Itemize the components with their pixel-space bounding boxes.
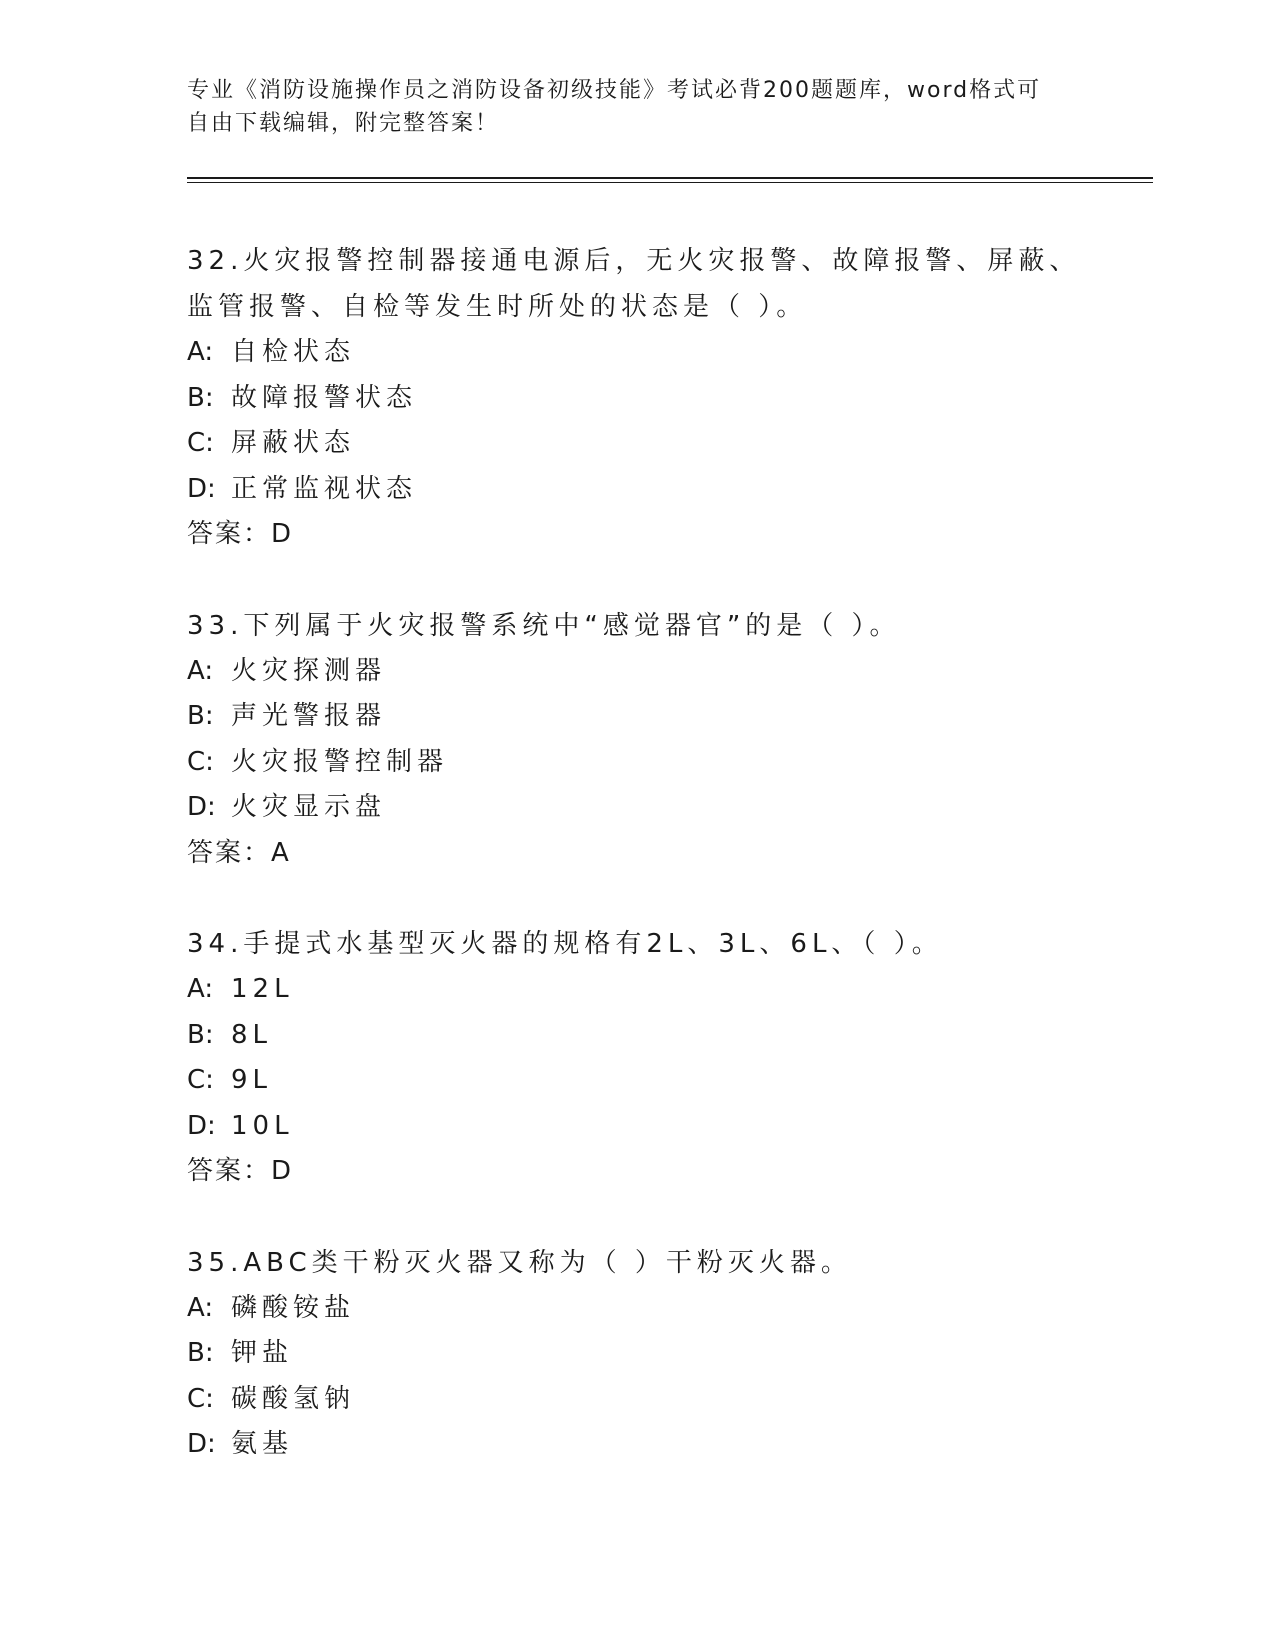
option-letter: C: [187, 746, 214, 777]
option-letter: A: [187, 655, 214, 686]
option-text: 火灾显示盘 [231, 792, 387, 822]
document-header [187, 74, 1067, 140]
option-d [187, 467, 1087, 513]
option-letter: B: [187, 1019, 214, 1050]
option-d [187, 1422, 1087, 1468]
option-text: 火灾报警控制器 [231, 746, 449, 777]
question-33 [187, 603, 1087, 877]
option-b [187, 376, 1087, 422]
header-line-1: 专业《消防设施操作员之消防设备初级技能》考试必背200题题库，word格式可 [187, 78, 1042, 103]
option-text: 碳酸氢钠 [231, 1383, 356, 1414]
question-list [187, 238, 1087, 1513]
option-c [187, 1377, 1087, 1423]
option-letter: C: [187, 1383, 214, 1414]
option-a [187, 1286, 1087, 1332]
question-text: 35.ABC类干粉灭火器又称为（ ）干粉灭火器。 [187, 1247, 852, 1278]
answer-line: 答案：D [187, 1156, 294, 1186]
option-d [187, 1104, 1087, 1150]
answer-line: 答案：A [187, 837, 291, 868]
option-text: 火灾探测器 [231, 655, 387, 686]
option-c [187, 421, 1087, 467]
option-d [187, 785, 1087, 831]
option-letter: B: [187, 701, 214, 731]
option-letter: C: [187, 1065, 214, 1095]
question-32 [187, 238, 1087, 558]
option-letter: D: [187, 1110, 216, 1141]
option-letter: D: [187, 792, 216, 822]
option-text: 正常监视状态 [231, 473, 418, 504]
question-34 [187, 921, 1087, 1195]
option-a [187, 330, 1087, 376]
option-letter: A: [187, 1292, 214, 1323]
header-line-2: 自由下载编辑，附完整答案！ [187, 111, 500, 136]
option-text: 故障报警状态 [231, 382, 418, 413]
option-letter: D: [187, 1429, 216, 1459]
option-letter: B: [187, 1338, 214, 1368]
option-text: 8L [231, 1019, 273, 1050]
option-a [187, 649, 1087, 695]
answer-line: 答案：D [187, 519, 294, 549]
question-text: 33.下列属于火灾报警系统中“感觉器官”的是（ ）。 [187, 610, 901, 641]
question-text: 32.火灾报警控制器接通电源后，无火灾报警、故障报警、屏蔽、监管报警、自检等发生时所处的状态是（ ）。 [187, 246, 1081, 322]
option-letter: C: [187, 428, 214, 458]
option-c [187, 740, 1087, 786]
option-b [187, 1331, 1087, 1377]
option-letter: B: [187, 382, 214, 413]
header-divider-thin [187, 182, 1153, 183]
option-letter: A: [187, 337, 214, 367]
question-text: 34.手提式水基型灭火器的规格有2L、3L、6L、（ ）。 [187, 929, 943, 959]
option-text: 12L [231, 974, 294, 1004]
option-a [187, 967, 1087, 1013]
question-35 [187, 1240, 1087, 1468]
option-text: 自检状态 [231, 337, 356, 367]
option-c [187, 1058, 1087, 1104]
option-letter: A: [187, 974, 214, 1004]
header-divider-thick [187, 177, 1153, 179]
option-text: 声光警报器 [231, 701, 387, 731]
option-letter: D: [187, 473, 216, 504]
option-text: 10L [231, 1110, 294, 1141]
option-text: 钾盐 [231, 1338, 294, 1368]
option-text: 磷酸铵盐 [231, 1292, 356, 1323]
option-text: 氨基 [231, 1429, 294, 1459]
option-b [187, 1013, 1087, 1059]
option-text: 屏蔽状态 [231, 428, 356, 458]
option-b [187, 694, 1087, 740]
option-text: 9L [231, 1065, 273, 1095]
